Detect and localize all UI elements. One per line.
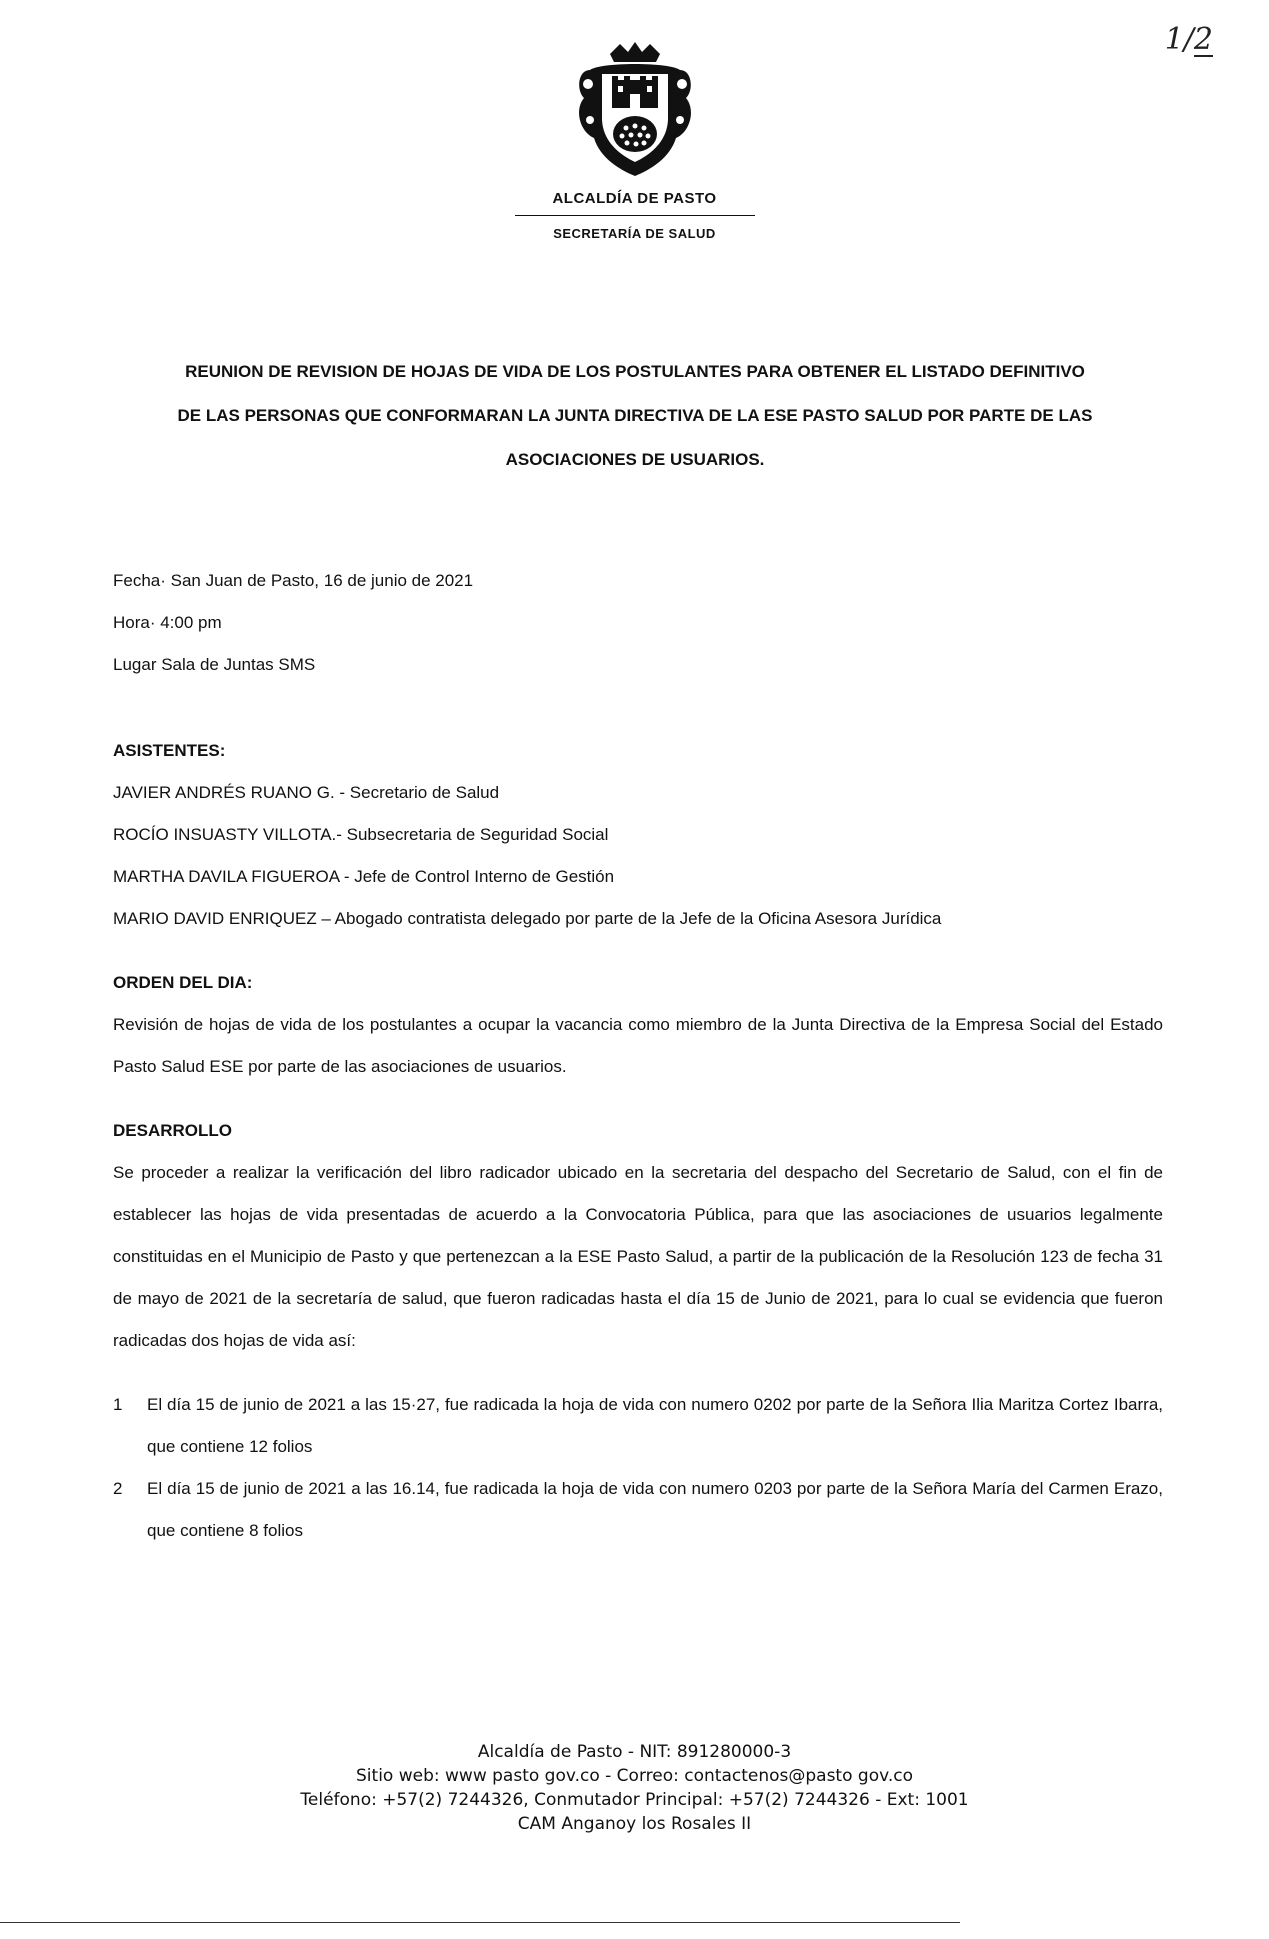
list-item-text: El día 15 de junio de 2021 a las 15·27, fue radicada la hoja de vida con numero 0202 por parte de la Señora Ilia Maritza Cortez Ibarra, que contiene 12 folios: [147, 1395, 1163, 1456]
document-footer: [0, 1740, 1269, 1836]
list-item-number: 2: [113, 1479, 123, 1498]
attendee-item: MARTHA DAVILA FIGUEROA - Jefe de Control Interno de Gestión: [113, 867, 615, 886]
page-number-main: 1/: [1164, 22, 1194, 57]
letterhead: [0, 40, 1269, 241]
bottom-divider: [0, 1922, 960, 1923]
list-item: [113, 1384, 1163, 1468]
list-item-number: 1: [113, 1395, 123, 1414]
title-line-2: DE LAS PERSONAS QUE CONFORMARAN LA JUNTA DIRECTIVA DE LA ESE PASTO SALUD POR PARTE DE LAS: [177, 406, 1093, 425]
list-item-text: El día 15 de junio de 2021 a las 16.14, fue radicada la hoja de vida con numero 0203 por parte de la Señora María del Carmen Erazo, que contiene 8 folios: [147, 1479, 1163, 1540]
letterhead-divider: [515, 215, 755, 216]
meeting-place: Lugar Sala de Juntas SMS: [113, 655, 316, 674]
footer-web-email: Sitio web: www pasto gov.co - Correo: contactenos@pasto gov.co: [356, 1766, 913, 1786]
agenda-text: Revisión de hojas de vida de los postulantes a ocupar la vacancia como miembro de la Junta Directiva de la Empresa Social del Estado Pasto Salud ESE por parte de las asociaciones de usuarios.: [113, 1015, 1163, 1076]
footer-phone: Teléfono: +57(2) 7244326, Conmutador Principal: +57(2) 7244326 - Ext: 1001: [300, 1790, 969, 1810]
attendee-item: MARIO DAVID ENRIQUEZ – Abogado contratista delegado por parte de la Jefe de la Oficina Asesora Jurídica: [113, 909, 942, 928]
footer-nit: Alcaldía de Pasto - NIT: 891280000-3: [477, 1742, 792, 1762]
title-line-1: REUNION DE REVISION DE HOJAS DE VIDA DE LOS POSTULANTES PARA OBTENER EL LISTADO DEFINITIVO: [185, 362, 1085, 381]
department-name: SECRETARÍA DE SALUD: [553, 226, 716, 241]
agenda-heading: ORDEN DEL DIA:: [113, 973, 253, 992]
submissions-list: [113, 1384, 1163, 1552]
page-number-sub: 2: [1193, 22, 1213, 57]
organization-name: ALCALDÍA DE PASTO: [552, 190, 717, 207]
meeting-date: Fecha· San Juan de Pasto, 16 de junio de 2021: [113, 571, 474, 590]
attendee-item: ROCÍO INSUASTY VILLOTA.- Subsecretaria de Seguridad Social: [113, 825, 609, 844]
footer-address: CAM Anganoy los Rosales II: [517, 1814, 752, 1834]
development-text: Se proceder a realizar la verificación del libro radicador ubicado en la secretaria del despacho del Secretario de Salud, con el fin de establecer las hojas de vida presentadas de acuerdo a la Convocatoria Pública, para que las asociaciones de usuarios legalmente constituidas en el Municipio de Pasto y que pertenezcan a la ESE Pasto Salud, a partir de la publicación de la Resolución 123 de fecha 31 de mayo de 2021 de la secretaría de salud, que fueron radicadas hasta el día 15 de Junio de 2021, para lo cual se evidencia que fueron radicadas dos hojas de vida así:: [113, 1163, 1163, 1350]
attendees-heading: ASISTENTES:: [113, 741, 226, 760]
coat-of-arms-icon: [570, 40, 700, 180]
attendee-item: JAVIER ANDRÉS RUANO G. - Secretario de Salud: [113, 783, 500, 802]
title-line-3: ASOCIACIONES DE USUARIOS.: [505, 450, 765, 469]
list-item: [113, 1468, 1163, 1552]
document-title: [110, 350, 1160, 482]
development-heading: DESARROLLO: [113, 1121, 232, 1140]
meeting-time: Hora· 4:00 pm: [113, 613, 222, 632]
document-body: [113, 560, 1163, 1552]
